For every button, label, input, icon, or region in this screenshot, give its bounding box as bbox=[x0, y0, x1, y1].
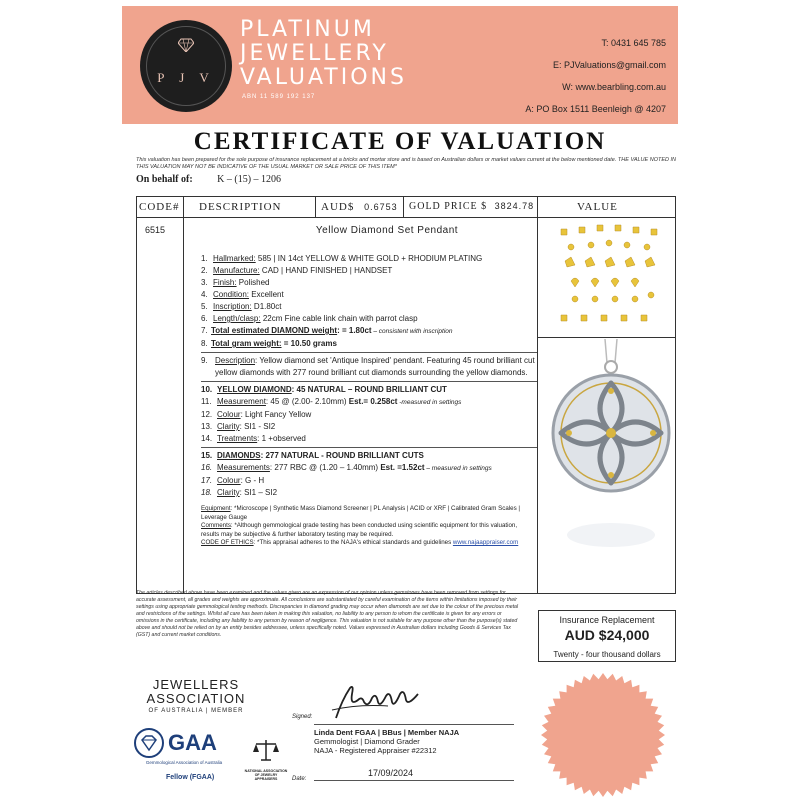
gaa-logo bbox=[134, 728, 234, 765]
item-label: Measurements bbox=[217, 463, 270, 472]
item-body bbox=[211, 396, 461, 409]
item-body bbox=[211, 265, 392, 277]
pendant-image bbox=[549, 339, 673, 569]
list-item bbox=[201, 396, 537, 409]
item-value: : = 1.80ct bbox=[337, 326, 372, 335]
item-number: 2. bbox=[201, 266, 208, 275]
list-item bbox=[201, 313, 537, 325]
item-number: 7. bbox=[201, 326, 208, 335]
comments-note bbox=[201, 522, 537, 539]
item-title: Yellow Diamond Set Pendant bbox=[315, 225, 459, 236]
item-note: – consistent with inscription bbox=[371, 328, 453, 335]
item-label: Inscription: bbox=[213, 302, 252, 311]
diamond-icon bbox=[178, 38, 194, 52]
item-label: Hallmarked: bbox=[213, 254, 256, 263]
signature-line bbox=[314, 724, 514, 725]
item-label: Clarity bbox=[217, 422, 240, 431]
section-text: : 45 NATURAL – ROUND BRILLIANT CUT bbox=[291, 385, 447, 394]
naja-link[interactable]: www.najaappraiser.com bbox=[452, 539, 519, 546]
email: E: PJValuations@gmail.com bbox=[552, 60, 666, 70]
ja-line-1: JEWELLERS bbox=[152, 677, 240, 692]
certificate-page bbox=[118, 2, 682, 798]
brand-line-1: PLATINUM bbox=[240, 17, 375, 42]
gaa-subtitle: Gemmological Association of Australia bbox=[145, 760, 223, 765]
item-code: 6515 bbox=[145, 225, 166, 235]
item-number: 13. bbox=[201, 422, 213, 431]
logo-text: P J V bbox=[157, 70, 215, 85]
item-number: 4. bbox=[201, 290, 208, 299]
signature-image bbox=[328, 680, 428, 724]
note-label: Comments bbox=[201, 522, 231, 529]
date-line bbox=[314, 780, 514, 781]
signer-name: Linda Dent FGAA | BBus | Member NAJA bbox=[314, 728, 460, 737]
item-label: Total estimated DIAMOND weight bbox=[211, 326, 338, 335]
list-item bbox=[201, 253, 537, 265]
item-label: Measurement bbox=[217, 397, 266, 406]
aud-label: AUD$ bbox=[321, 201, 355, 213]
item-body bbox=[211, 253, 482, 265]
equipment-note bbox=[201, 505, 537, 522]
diamond-items bbox=[201, 462, 537, 499]
basic-items bbox=[201, 253, 537, 325]
item-number: 18. bbox=[201, 488, 213, 497]
item-number: 11. bbox=[201, 397, 212, 406]
address: A: PO Box 1511 Beenleigh @ 4207 bbox=[525, 104, 666, 114]
behalf-label: On behalf of: bbox=[136, 174, 193, 185]
list-item bbox=[201, 289, 537, 301]
item-body bbox=[211, 433, 306, 445]
insurance-amount: AUD $24,000 bbox=[564, 627, 650, 643]
item-text: : Light Fancy Yellow bbox=[240, 410, 312, 419]
item-text: D1.80ct bbox=[251, 302, 282, 311]
item-label: Colour bbox=[217, 476, 241, 485]
list-item bbox=[201, 433, 537, 445]
item-label: Treatments bbox=[217, 434, 258, 443]
signer-details bbox=[314, 728, 459, 755]
insurance-words: Twenty - four thousand dollars bbox=[553, 650, 661, 659]
col-divider-gold bbox=[403, 197, 404, 217]
item-label: Length/clasp: bbox=[213, 314, 261, 323]
item-9 bbox=[201, 355, 537, 379]
item-label: Condition: bbox=[213, 290, 250, 299]
item-estimate: Est.= 0.258ct bbox=[348, 397, 398, 406]
ethics-note bbox=[201, 539, 537, 548]
note-label: Equipment bbox=[201, 505, 231, 512]
item-text: 585 | IN 14ct YELLOW & WHITE GOLD + RHODIUM PLATING bbox=[255, 254, 483, 263]
item-number: 8. bbox=[201, 339, 208, 348]
item-text: : 1 +observed bbox=[257, 434, 306, 443]
col-divider-value bbox=[537, 197, 538, 593]
aud-value: 0.6753 bbox=[364, 202, 398, 212]
item-note: -measured in settings bbox=[397, 399, 462, 406]
item-label: Clarity bbox=[217, 488, 240, 497]
item-label: Description bbox=[215, 356, 256, 365]
item-body bbox=[211, 301, 281, 313]
item-8 bbox=[201, 338, 537, 350]
note-text: : *Although gemmological grade testing has been conducted using scientific equipment for this valuation, results may be subjective & further laboratory testing may be required. bbox=[201, 522, 518, 538]
item-label: Total gram weight: bbox=[211, 339, 282, 348]
gaa-diamond-icon bbox=[134, 728, 164, 758]
item-text: : 45 @ (2.00- 2.10mm) bbox=[265, 397, 349, 406]
item-text: CAD | HAND FINISHED | HANDSET bbox=[259, 266, 393, 275]
scales-icon bbox=[251, 738, 281, 764]
list-item bbox=[201, 462, 537, 475]
item-text: : Yellow diamond set 'Antique Inspired' pendant. Featuring 45 round brilliant cut yellow diamonds with 277 round brilliant cut diamonds surrounding the yellow diamonds. bbox=[215, 356, 535, 377]
item-number: 3. bbox=[201, 278, 208, 287]
list-item bbox=[201, 487, 537, 499]
abn-number: ABN 11 589 192 137 bbox=[242, 94, 316, 100]
item-number: 9. bbox=[201, 356, 208, 365]
item-15 bbox=[201, 450, 537, 462]
header-banner bbox=[122, 6, 678, 124]
description-header: DESCRIPTION bbox=[199, 201, 282, 213]
date-label: Date: bbox=[292, 776, 307, 782]
item-text: : 277 RBC @ (1.20 – 1.40mm) bbox=[269, 463, 381, 472]
phone: T: 0431 645 785 bbox=[601, 38, 666, 48]
gaa-text: GAA bbox=[168, 730, 217, 755]
website: W: www.bearbling.com.au bbox=[562, 82, 666, 92]
brand-line-2: JEWELLERY bbox=[240, 41, 389, 66]
brand-line-3: VALUATIONS bbox=[240, 65, 407, 90]
list-item bbox=[201, 409, 537, 421]
jewellers-association-logo bbox=[136, 678, 256, 714]
pjv-logo bbox=[140, 20, 232, 112]
section-label: YELLOW DIAMOND bbox=[217, 385, 292, 394]
gaa-row bbox=[134, 728, 234, 758]
note-text: : *This appraisal adheres to the NAJA's ethical standards and guidelines bbox=[253, 539, 453, 546]
date-value: 17/09/2024 bbox=[368, 768, 414, 778]
item-note: – measured in settings bbox=[424, 465, 492, 472]
divider bbox=[201, 447, 537, 448]
item-number: 6. bbox=[201, 314, 208, 323]
col-divider-code bbox=[183, 197, 184, 593]
item-number: 16. bbox=[201, 463, 213, 472]
testing-notes bbox=[201, 505, 537, 548]
list-item bbox=[201, 421, 537, 433]
valuation-table bbox=[136, 196, 676, 594]
signer-title: Gemmologist | Diamond Grader bbox=[314, 737, 420, 746]
item-number: 15. bbox=[201, 451, 213, 460]
contact-details bbox=[525, 32, 666, 120]
behalf-value: K – (15) – 1206 bbox=[217, 174, 282, 185]
list-item bbox=[201, 265, 537, 277]
divider bbox=[201, 381, 537, 382]
item-body bbox=[211, 421, 275, 433]
section-label: DIAMONDS bbox=[217, 451, 261, 460]
note-text: : *Microscope | Synthetic Mass Diamond Screener | PL Analysis | ACID or XRF | Calibrated Gram Scales | Leverage Gauge bbox=[201, 505, 521, 521]
item-body bbox=[211, 475, 264, 487]
item-body bbox=[211, 409, 311, 421]
header-divider bbox=[137, 217, 675, 218]
naja-subtitle: NATIONAL ASSOCIATION OF JEWELRY APPRAISERS bbox=[244, 769, 288, 781]
item-body bbox=[211, 487, 277, 499]
item-number: 12. bbox=[201, 410, 213, 419]
item-label: Finish: bbox=[213, 278, 237, 287]
fine-print: The articles described above have been examined and the values given are an expression of our opinion unless gemstones have been removed from settings for accurate assessment, all grades and weights are approximate. All conclusions are substantiated by careful examination of the items within limitations imposed by their settings using appropriate gemmological testing methods. Discrepancies in diamond grading may occur when diamonds are set due to the colour of the precious metal and restrictions of the settings. Whilst all care has been taken in making this valuation, no liability to any person to whom the certificate is given for any errors or omissions in the certificate, including any liability to any person by reason of negligence. This valuation is not suitable for any purpose other than the purpose(s) stated above and should not be relied on by an entity besides addressee, unless specifically noted. Values expressed in Australian dollars including Goods & Services Tax (GST) and current market conditions. bbox=[136, 590, 519, 638]
gemstone-reference-image bbox=[551, 221, 669, 331]
signed-label: Signed: bbox=[292, 714, 313, 720]
note-label: CODE OF ETHICS bbox=[201, 539, 254, 546]
item-number: 17. bbox=[201, 476, 213, 485]
list-item bbox=[201, 475, 537, 487]
value-header: VALUE bbox=[577, 201, 618, 213]
aud-header bbox=[321, 201, 398, 213]
item-body bbox=[211, 313, 418, 325]
gold-label: GOLD PRICE $ bbox=[409, 201, 488, 212]
item-text: 22cm Fine cable link chain with parrot clasp bbox=[260, 314, 418, 323]
item-body bbox=[211, 462, 492, 475]
item-number: 5. bbox=[201, 302, 208, 311]
item-7 bbox=[201, 325, 537, 338]
signer-registration: NAJA - Registered Appraiser #22312 bbox=[314, 746, 437, 755]
item-label: Colour bbox=[217, 410, 241, 419]
item-value: = 10.50 grams bbox=[281, 339, 337, 348]
yellow-items bbox=[201, 396, 537, 445]
seal-stamp bbox=[538, 670, 668, 800]
item-estimate: Est. =1.52ct bbox=[380, 463, 425, 472]
item-label: Manufacture: bbox=[213, 266, 260, 275]
item-body bbox=[211, 277, 269, 289]
insurance-label: Insurance Replacement bbox=[559, 615, 655, 625]
item-body bbox=[211, 289, 284, 301]
gold-value: 3824.78 bbox=[494, 201, 535, 211]
behalf-of bbox=[136, 174, 281, 185]
section-text: : 277 NATURAL - ROUND BRILLIANT CUTS bbox=[260, 451, 424, 460]
fellow-label: Fellow (FGAA) bbox=[166, 774, 215, 781]
list-item bbox=[201, 277, 537, 289]
value-divider bbox=[537, 337, 675, 338]
ja-line-3: OF AUSTRALIA | MEMBER bbox=[148, 708, 244, 714]
naja-logo bbox=[244, 738, 288, 781]
item-10 bbox=[201, 384, 537, 396]
list-item bbox=[201, 301, 537, 313]
col-divider-aud bbox=[315, 197, 316, 217]
item-text: : SI1 - SI2 bbox=[239, 422, 276, 431]
gold-header bbox=[409, 201, 534, 212]
item-number: 10. bbox=[201, 385, 213, 394]
brand-name bbox=[240, 18, 407, 90]
divider bbox=[201, 352, 537, 353]
item-text: : G - H bbox=[240, 476, 265, 485]
item-text: Excellent bbox=[249, 290, 284, 299]
certificate-title: CERTIFICATE OF VALUATION bbox=[193, 128, 607, 155]
item-text: : SI1 – SI2 bbox=[239, 488, 278, 497]
item-number: 14. bbox=[201, 434, 213, 443]
item-details bbox=[201, 253, 537, 499]
disclaimer-text: This valuation has been prepared for the sole purpose of insurance replacement at a bricks and mortar store and is based on Australian dollars or market values current at the below mentioned date. THE VALUE NOTED IN THIS VALUATION MAY NOT BE INDICATIVE OF THE USUAL MARKET OR SALE PRICE OF THIS ITEM* bbox=[136, 157, 676, 170]
code-header: CODE# bbox=[139, 201, 180, 213]
ja-line-2: ASSOCIATION bbox=[146, 691, 246, 706]
item-text: Polished bbox=[236, 278, 270, 287]
item-number: 1. bbox=[201, 254, 208, 263]
